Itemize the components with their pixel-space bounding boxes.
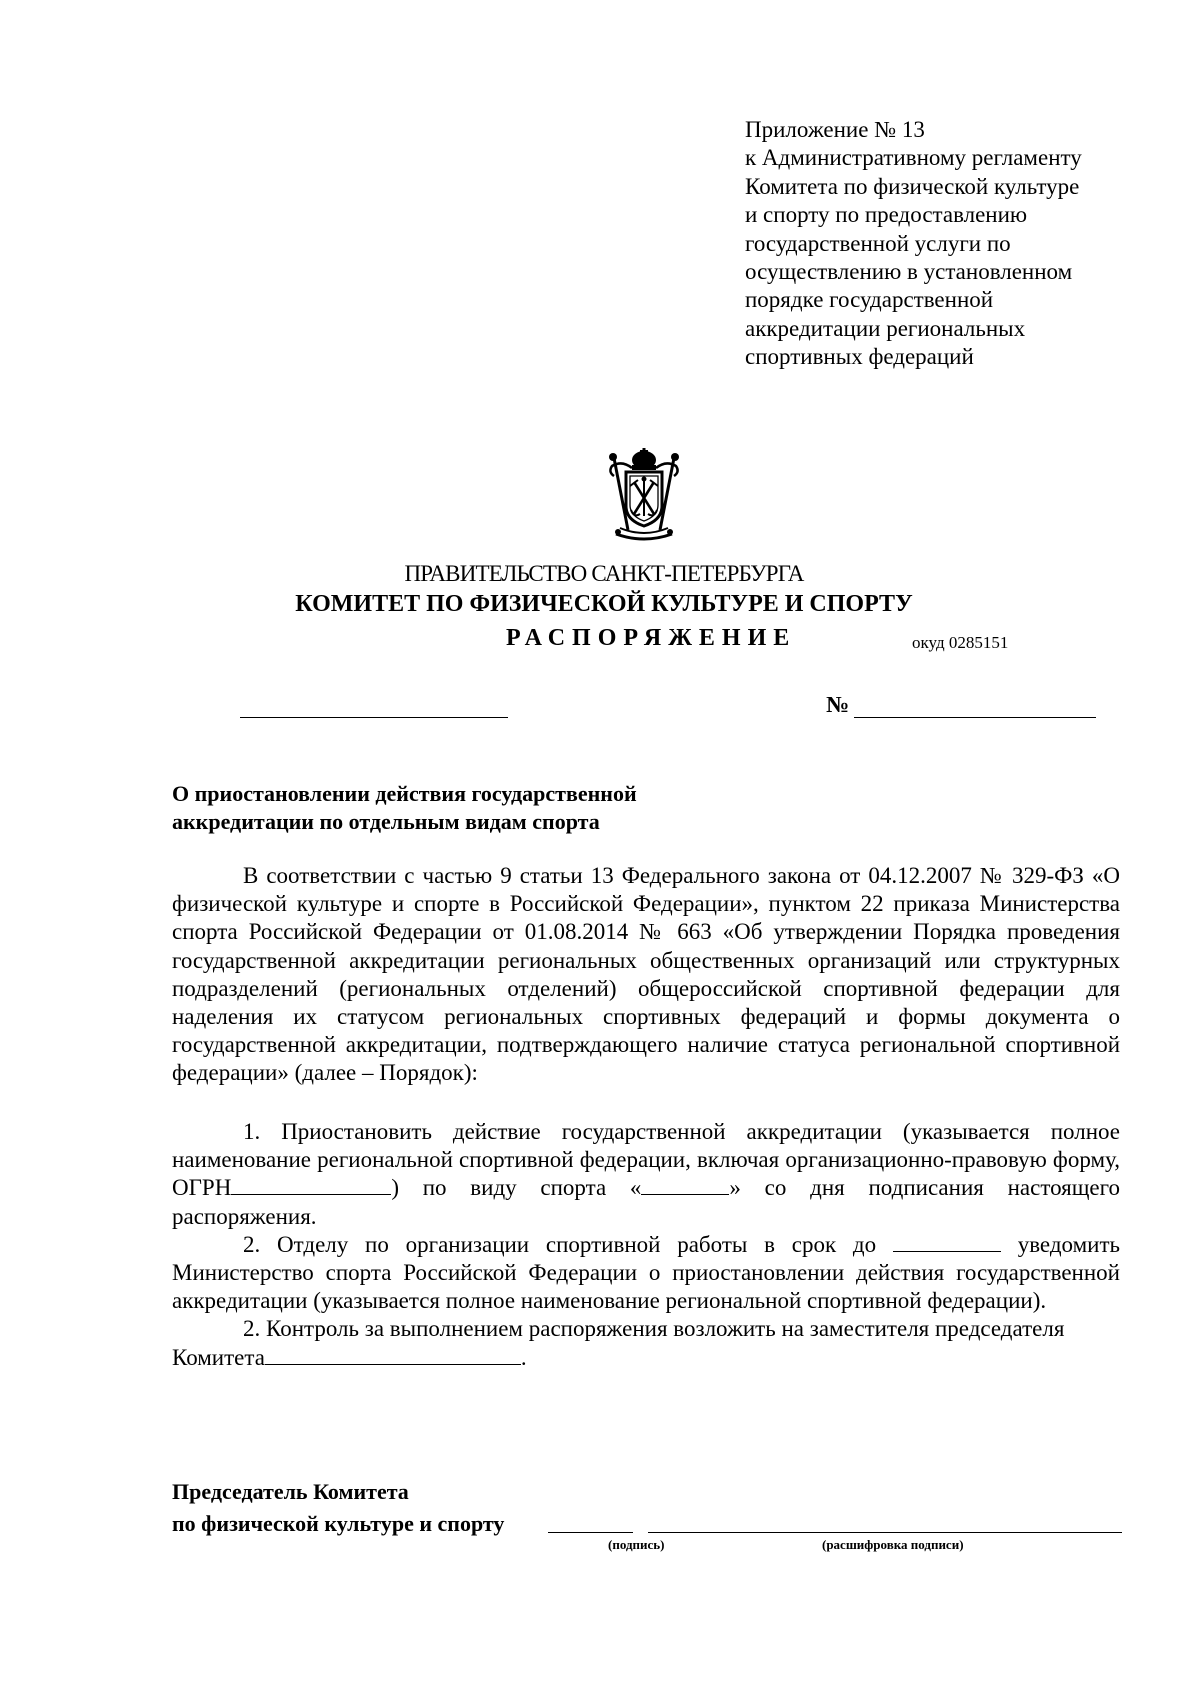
item-3-text-b: . bbox=[520, 1344, 527, 1370]
appendix-line: Комитета по физической культуре bbox=[745, 173, 1080, 199]
item-2 bbox=[172, 1231, 1120, 1316]
appendix-reference bbox=[745, 116, 1165, 372]
item-2-text-a: 2. Отделу по организации спортивной работы в срок до bbox=[243, 1231, 877, 1257]
appendix-line: к Административному регламенту bbox=[745, 145, 1082, 171]
item-1 bbox=[172, 1118, 1120, 1231]
signature-title-line: по физической культуре и спорту bbox=[172, 1511, 505, 1536]
appendix-line: и спорту по предоставлению bbox=[745, 202, 1028, 228]
appendix-line: государственной услуги по bbox=[745, 230, 1011, 256]
document-subject bbox=[172, 780, 637, 836]
signature-decoding-field[interactable] bbox=[648, 1531, 1122, 1533]
appendix-line: спортивных федераций bbox=[745, 344, 974, 370]
okud-code: окуд 0285151 bbox=[912, 633, 1009, 652]
committee-title: КОМИТЕТ ПО ФИЗИЧЕСКОЙ КУЛЬТУРЕ И СПОРТУ bbox=[295, 591, 913, 617]
government-title: ПРАВИТЕЛЬСТВО САНКТ-ПЕТЕРБУРГА bbox=[404, 561, 804, 586]
item-3 bbox=[172, 1315, 1120, 1371]
order-items bbox=[172, 1118, 1120, 1372]
appendix-line: Приложение № 13 bbox=[745, 117, 925, 142]
signature-caption: (подпись) bbox=[608, 1537, 665, 1552]
sport-type-blank-field[interactable] bbox=[641, 1174, 729, 1195]
signature-field[interactable] bbox=[548, 1531, 633, 1533]
item-1-text-b: ) по виду спорта « bbox=[391, 1175, 642, 1201]
appendix-line: порядке государственной bbox=[745, 287, 994, 313]
date-field[interactable] bbox=[240, 716, 508, 718]
number-sign: № bbox=[826, 692, 850, 717]
number-field[interactable] bbox=[854, 716, 1096, 718]
item-1-text-c: » со дня подписания настоящего распоряжения. bbox=[172, 1175, 1120, 1229]
preamble-text: В соответствии с частью 9 статьи 13 Федерального закона от 04.12.2007 № 329-ФЗ «О физической культуре и спорте в Российской Федерации», пунктом 22 приказа Министерства спорта Российской Федерации от 01.08.2014 № 663 «Об утверждении Порядка проведения государственной аккредитации региональных общественных организаций или структурных подразделений (региональных отделений) общероссийской спортивной федерации для наделения их статусом региональных спортивных федераций и формы документа о государственной аккредитации, подтверждающего наличие статуса региональной спортивной федерации» (далее – Порядок): bbox=[172, 863, 1120, 1086]
item-1-text-a: 1. Приостановить действие государственной аккредитации (указывается полное наименование региональной спортивной федерации, включая организационно-правовую форму, ОГРН bbox=[172, 1119, 1120, 1201]
item-3-text-a: 2. Контроль за выполнением распоряжения возложить на заместителя председателя Комитета bbox=[172, 1316, 1065, 1370]
document-type-title: РАСПОРЯЖЕНИЕ bbox=[506, 625, 797, 651]
deputy-blank-field[interactable] bbox=[265, 1344, 521, 1365]
subject-line: О приостановлении действия государственной bbox=[172, 781, 637, 806]
signature-title bbox=[172, 1476, 504, 1540]
appendix-line: аккредитации региональных bbox=[745, 315, 1026, 341]
signature-decoding-caption: (расшифровка подписи) bbox=[822, 1537, 964, 1552]
signature-title-line: Председатель Комитета bbox=[172, 1479, 409, 1504]
ogrn-blank-field[interactable] bbox=[231, 1174, 391, 1195]
coat-of-arms-icon bbox=[598, 448, 690, 544]
appendix-line: осуществлению в установленном bbox=[745, 259, 1073, 285]
subject-line: аккредитации по отдельным видам спорта bbox=[172, 809, 600, 834]
deadline-blank-field[interactable] bbox=[893, 1231, 1001, 1252]
item-2-text-b: уведомить Министерство спорта Российской Федерации о приостановлении действия государственной аккредитации (указывается полное наименование региональной спортивной федерации). bbox=[172, 1231, 1120, 1314]
preamble bbox=[172, 862, 1120, 1088]
